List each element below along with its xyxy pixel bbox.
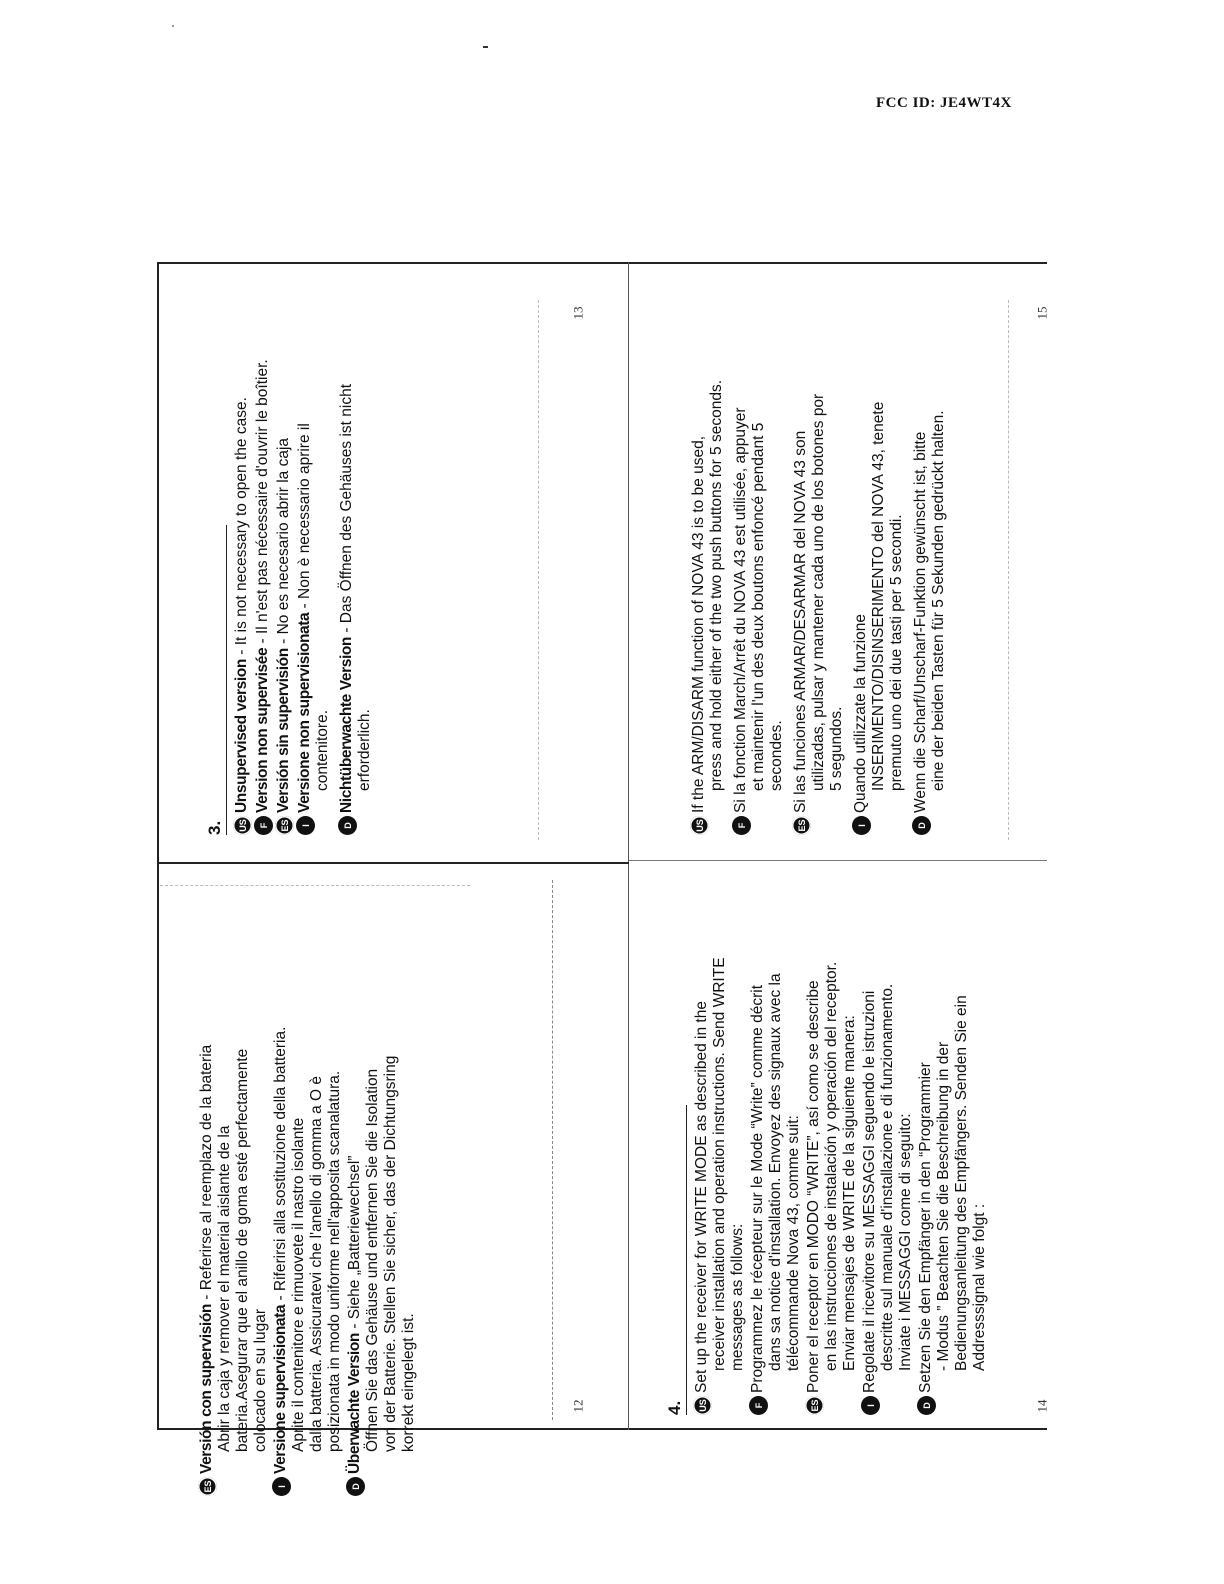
entry-line — [711, 820, 729, 1393]
entry-line-text: descritte sul manuale d'installazione e di funzionamento. — [879, 983, 896, 1371]
entry-line — [792, 240, 810, 813]
entry-line-text: - Non è necessario aprire il — [296, 423, 313, 613]
entry-line-text: dans sa notice d'installation. Envoyez des signaux avec la — [767, 973, 784, 1371]
entry-line — [290, 901, 308, 1474]
entry-text — [272, 901, 344, 1474]
entry-line-text: Set up the receiver for WRITE MODE as described in the — [693, 1001, 710, 1393]
language-entry-i — [272, 901, 344, 1496]
panel-divider-vertical — [628, 262, 629, 1430]
entry-line — [198, 901, 216, 1474]
entry-line — [852, 240, 870, 813]
entry-line — [930, 240, 948, 813]
entry-text — [917, 820, 989, 1393]
section-number: 4. — [666, 1105, 687, 1415]
entry-line-text: eine der beiden Tasten für 5 Sekunden gedrückt halten. — [930, 410, 947, 791]
entry-text — [693, 820, 747, 1393]
entry-line-text: - No es necesario abrir la caja — [275, 437, 292, 649]
panel-body — [690, 240, 948, 835]
entry-line — [308, 901, 326, 1474]
language-entry-d — [346, 901, 418, 1496]
entry-line-text: messages as follows: — [729, 1223, 746, 1371]
language-badge-icon: ES — [275, 816, 294, 835]
entry-text — [296, 240, 332, 813]
page-number-14: 14 — [1034, 1399, 1050, 1413]
page-number-12: 12 — [570, 1399, 586, 1413]
entry-text — [233, 240, 251, 813]
entry-line — [897, 820, 915, 1393]
entry-line — [750, 240, 768, 813]
entry-line-text: - It is not necessary to open the case. — [233, 397, 250, 660]
entry-line — [708, 240, 726, 813]
entry-line-text: If the ARM/DISARM function of NOVA 43 is to be used, — [690, 435, 707, 813]
entry-line — [296, 240, 314, 813]
entry-line-text: secondes. — [768, 720, 785, 791]
language-entry-us — [233, 240, 252, 835]
entry-label: Versione non supervisionata — [296, 612, 313, 813]
entry-line-text: von der Batterie. Stellen Sie sicher, das der Dichtungsring — [382, 1055, 399, 1452]
fold-line — [552, 880, 553, 1420]
entry-line-text: Bedienungsanleitung des Empfängers. Senden Sie ein — [953, 995, 970, 1371]
language-badge-icon: ES — [198, 1477, 217, 1496]
entry-line — [729, 820, 747, 1393]
language-badge-icon: US — [690, 816, 709, 835]
entry-line — [870, 240, 888, 813]
language-badge-icon: I — [852, 816, 871, 835]
entry-line-text: télécommande Nova 43, comme suit: — [785, 1115, 802, 1371]
language-entry-es — [275, 240, 294, 835]
entry-line-text: - Das Öffnen des Gehäuses ist nicht — [338, 383, 355, 637]
language-badge-icon: F — [749, 1396, 768, 1415]
entry-line-text: Aprite il contenitore e rimuovete il nastro isolante — [290, 1117, 307, 1452]
language-badge-icon: I — [296, 816, 315, 835]
fold-line — [538, 300, 539, 840]
entry-line — [749, 820, 767, 1393]
entry-line-text: dalla batteria. Assicuratevi che l'anello di gomma a O è — [308, 1075, 325, 1452]
entry-line — [252, 901, 270, 1474]
language-entry-us — [693, 820, 747, 1415]
panel-page-12 — [196, 901, 516, 1496]
entry-line — [805, 820, 823, 1393]
entry-line — [861, 820, 879, 1393]
entry-line-text: - Referirse al reemplazo de la bateria — [198, 1044, 215, 1305]
entry-line-text: et maintenir l'un des deux boutons enfoncé pendant 5 — [750, 422, 767, 791]
entry-line — [810, 240, 828, 813]
entry-line — [768, 240, 786, 813]
entry-line-text: Setzen Sie den Empfänger in den “Programmier — [917, 1062, 934, 1393]
fold-line — [160, 885, 470, 886]
entry-line-text: posizionata in modo uniforme nell'apposita scanalatura. — [326, 1070, 343, 1452]
entry-line-text: Quando utilizzate la funzione — [852, 613, 869, 813]
entry-line-text: Inviate i MESSAGGI come di seguito: — [897, 1113, 914, 1371]
entry-text — [275, 240, 293, 813]
entry-line-text: - Riferirsi alla sostituzione della batteria. — [272, 1026, 289, 1305]
entry-line — [690, 240, 708, 813]
panel-body — [233, 240, 374, 835]
entry-text — [912, 240, 948, 813]
language-entry-es — [792, 240, 846, 835]
panel-page-15 — [690, 240, 1010, 835]
entry-line — [338, 240, 356, 813]
language-badge-icon: D — [917, 1396, 936, 1415]
language-badge-icon: ES — [792, 816, 811, 835]
panel-page-14 — [666, 820, 986, 1415]
entry-line — [917, 820, 935, 1393]
entry-line — [841, 820, 859, 1393]
page-number-15: 15 — [1034, 306, 1050, 320]
entry-line-text: Wenn die Scharf/Unscharf-Funktion gewünscht ist, bitte — [912, 431, 929, 813]
entry-label: Versione supervisionata — [272, 1304, 289, 1474]
entry-line — [935, 820, 953, 1393]
language-badge-icon: F — [254, 816, 273, 835]
entry-text — [749, 820, 803, 1393]
entry-line-text: bateria.Asegurar que el anillo de goma esté perfectamente — [234, 1048, 251, 1452]
entry-line-text: Abrir la caja y remover el material aislante de la — [216, 1125, 233, 1452]
sheet-left-edge — [157, 262, 159, 1430]
entry-line — [364, 901, 382, 1474]
entry-line — [356, 240, 374, 813]
entry-line-text: korrekt eingelegt ist. — [400, 1313, 417, 1452]
language-badge-icon: I — [272, 1477, 291, 1496]
language-entry-f — [254, 240, 273, 835]
entry-line-text: en las instrucciones de instalación y operación del receptor. — [823, 961, 840, 1371]
entry-line-text: erforderlich. — [356, 709, 373, 791]
language-badge-icon: D — [338, 816, 357, 835]
language-entry-es — [805, 820, 859, 1415]
entry-label: Nichtüberwachte Version — [338, 637, 355, 813]
language-badge-icon: ES — [805, 1396, 824, 1415]
entry-line — [693, 820, 711, 1393]
entry-line — [888, 240, 906, 813]
entry-line — [767, 820, 785, 1393]
entry-line — [912, 240, 930, 813]
entry-text — [338, 240, 374, 813]
entry-text — [198, 901, 270, 1474]
entry-line-text: Addresssignal wie folgt : — [971, 1203, 988, 1371]
entry-label: Version non supervisée — [254, 647, 271, 813]
entry-line-text: Si la fonction March/Arrêt du NOVA 43 est utilisée, appuyer — [732, 407, 749, 813]
entry-text — [690, 240, 726, 813]
entry-line — [234, 901, 252, 1474]
entry-text — [861, 820, 915, 1393]
entry-line — [216, 901, 234, 1474]
entry-label: Überwachte Version — [346, 1333, 363, 1474]
entry-text — [732, 240, 786, 813]
entry-line-text: colocado en su lugar — [252, 1308, 269, 1452]
entry-line-text: - Modus ” Beachten Sie die Beschreibung in der — [935, 1041, 952, 1371]
entry-line-text: Si las funciones ARMAR/DESARMAR del NOVA 43 son — [792, 430, 809, 813]
entry-line-text: premuto uno dei due tasti per 5 secondi. — [888, 514, 905, 791]
language-badge-icon: US — [233, 816, 252, 835]
entry-line-text: Enviar mensajes de WRITE de la siguiente manera: — [841, 1015, 858, 1371]
entry-line-text: utilizadas, pulsar y mantener cada uno de los botones por — [810, 393, 827, 791]
entry-line — [326, 901, 344, 1474]
entry-line-text: receiver installation and operation instructions. Send WRITE — [711, 957, 728, 1371]
entry-line — [382, 901, 400, 1474]
entry-line-text: contenitore. — [314, 710, 331, 791]
language-entry-f — [732, 240, 786, 835]
entry-label: Versión sin supervisión — [275, 648, 292, 813]
language-badge-icon: D — [912, 816, 931, 835]
panel-body — [196, 901, 418, 1496]
entry-line-text: INSERIMENTO/DISINSERIMENTO del NOVA 43, tenete — [870, 401, 887, 791]
language-entry-d — [912, 240, 948, 835]
entry-line — [953, 820, 971, 1393]
entry-line — [785, 820, 803, 1393]
panel-page-13 — [206, 240, 526, 835]
entry-text — [254, 240, 272, 813]
fcc-id: FCC ID: JE4WT4X — [876, 95, 1012, 111]
entry-line — [275, 240, 293, 813]
language-badge-icon: I — [861, 1396, 880, 1415]
language-entry-us — [690, 240, 726, 835]
language-badge-icon: D — [346, 1477, 365, 1496]
entry-line — [272, 901, 290, 1474]
panel-divider-horizontal — [157, 862, 629, 864]
entry-line-text: press and hold either of the two push buttons for 5 seconds. — [708, 379, 725, 791]
entry-line — [346, 901, 364, 1474]
entry-line — [314, 240, 332, 813]
language-entry-f — [749, 820, 803, 1415]
language-entry-es — [198, 901, 270, 1496]
entry-text — [852, 240, 906, 813]
entry-line-text: Regolate il ricevitore su MESSAGGI seguendo le istruzioni — [861, 990, 878, 1393]
language-badge-icon: F — [732, 816, 751, 835]
language-entry-d — [338, 240, 374, 835]
section-number: 3. — [206, 525, 227, 835]
entry-line — [400, 901, 418, 1474]
entry-text — [805, 820, 859, 1393]
entry-line-text: 5 segundos. — [828, 706, 845, 791]
entry-text — [346, 901, 418, 1474]
entry-label: Versión con supervisión — [198, 1304, 215, 1474]
language-entry-d — [917, 820, 989, 1415]
entry-line — [971, 820, 989, 1393]
scan-speck — [483, 46, 488, 48]
entry-line-text: Poner el receptor en MODO “WRITE”, así como se describe — [805, 980, 822, 1393]
scan-speck — [172, 25, 174, 27]
entry-label: Unsupervised version — [233, 659, 250, 813]
entry-text — [792, 240, 846, 813]
entry-line — [879, 820, 897, 1393]
panel-body — [693, 820, 989, 1415]
language-entry-i — [861, 820, 915, 1415]
entry-line — [823, 820, 841, 1393]
entry-line — [732, 240, 750, 813]
language-entry-i — [852, 240, 906, 835]
entry-line — [828, 240, 846, 813]
page-number-13: 13 — [570, 306, 586, 320]
entry-line-text: Öffnen Sie das Gehäuse und entfernen Sie die Isolation — [364, 1068, 381, 1452]
entry-line-text: Programmez le récepteur sur le Mode “Write” comme décrit — [749, 984, 766, 1393]
entry-line — [254, 240, 272, 813]
language-entry-i — [296, 240, 332, 835]
language-badge-icon: US — [693, 1396, 712, 1415]
entry-line — [233, 240, 251, 813]
entry-line-text: - Il n'est pas nécessaire d'ouvrir le boîtier. — [254, 359, 271, 648]
entry-line-text: - Siehe „Batteriewechsel” — [346, 1155, 363, 1334]
